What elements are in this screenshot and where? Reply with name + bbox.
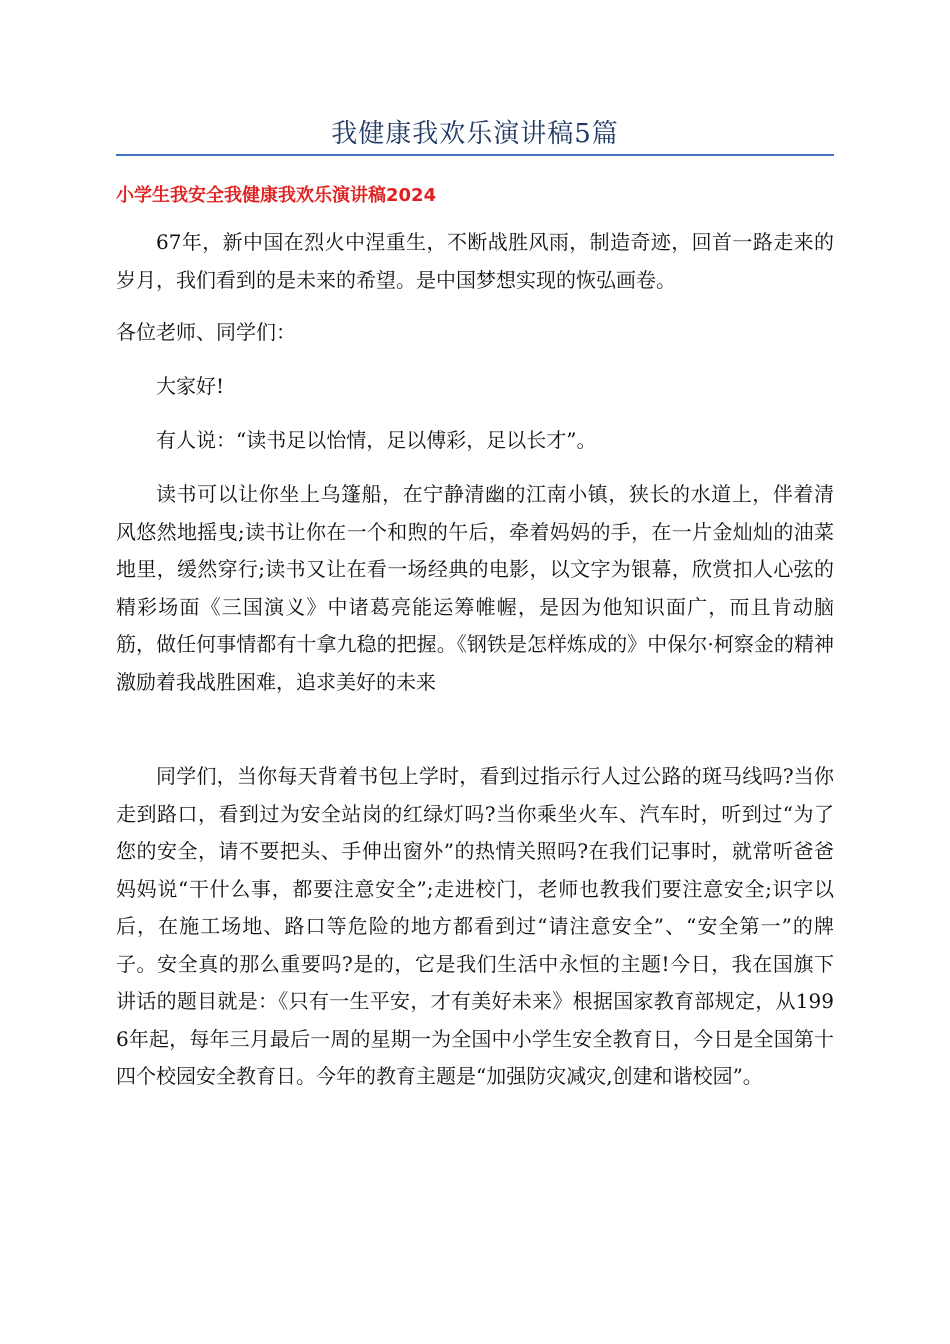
paragraph-greeting: 大家好!	[156, 374, 225, 398]
paragraph-intro: 67年，新中国在烈火中涅重生，不断战胜风雨，制造奇迹，回首一路走来的岁月，我们看到的是未来的希望。是中国梦想实现的恢弘画卷。	[116, 230, 834, 292]
title-underline	[116, 154, 834, 156]
paragraph-reading: 读书可以让你坐上乌篷船，在宁静清幽的江南小镇，狭长的水道上，伴着清风悠然地摇曳;读书让你在一个和煦的午后，牵着妈妈的手，在一片金灿灿的油菜地里，缓然穿行;读书又让在看一场经典的电影，以文字为银幕，欣赏扣人心弦的精彩场面《三国演义》中诸葛亮能运筹帷幄，是因为他知识面广，而且肯动脑筋，做任何事情都有十拿九稳的把握。《钢铁是怎样炼成的》中保尔·柯察金的精神激励着我战胜困难，追求美好的未来	[116, 482, 834, 694]
paragraph-safety: 同学们，当你每天背着书包上学时，看到过指示行人过公路的斑马线吗?当你走到路口，看到过为安全站岗的红绿灯吗?当你乘坐火车、汽车时，听到过“为了您的安全，请不要把头、手伸出窗外”的热情关照吗?在我们记事时，就常听爸爸妈妈说“干什么事，都要注意安全”;走进校门，老师也教我们要注意安全;识字以后，在施工场地、路口等危险的地方都看到过“请注意安全”、“安全第一”的牌子。安全真的那么重要吗?是的，它是我们生活中永恒的主题!今日，我在国旗下讲话的题目就是：《只有一生平安，才有美好未来》根据国家教育部规定，从1996年起，每年三月最后一周的星期一为全国中小学生安全教育日，今日是全国第十四个校园安全教育日。今年的教育主题是“加强防灾减灾,创建和谐校园”。	[116, 764, 834, 1088]
document-title: 我健康我欢乐演讲稿5篇	[331, 119, 619, 149]
paragraph-salutation: 各位老师、同学们：	[116, 320, 296, 344]
paragraph-quote: 有人说：“读书足以怡情，足以傅彩，足以长才”。	[156, 428, 597, 452]
section-heading: 小学生我安全我健康我欢乐演讲稿2024	[116, 185, 437, 206]
document-page	[116, 0, 834, 1344]
